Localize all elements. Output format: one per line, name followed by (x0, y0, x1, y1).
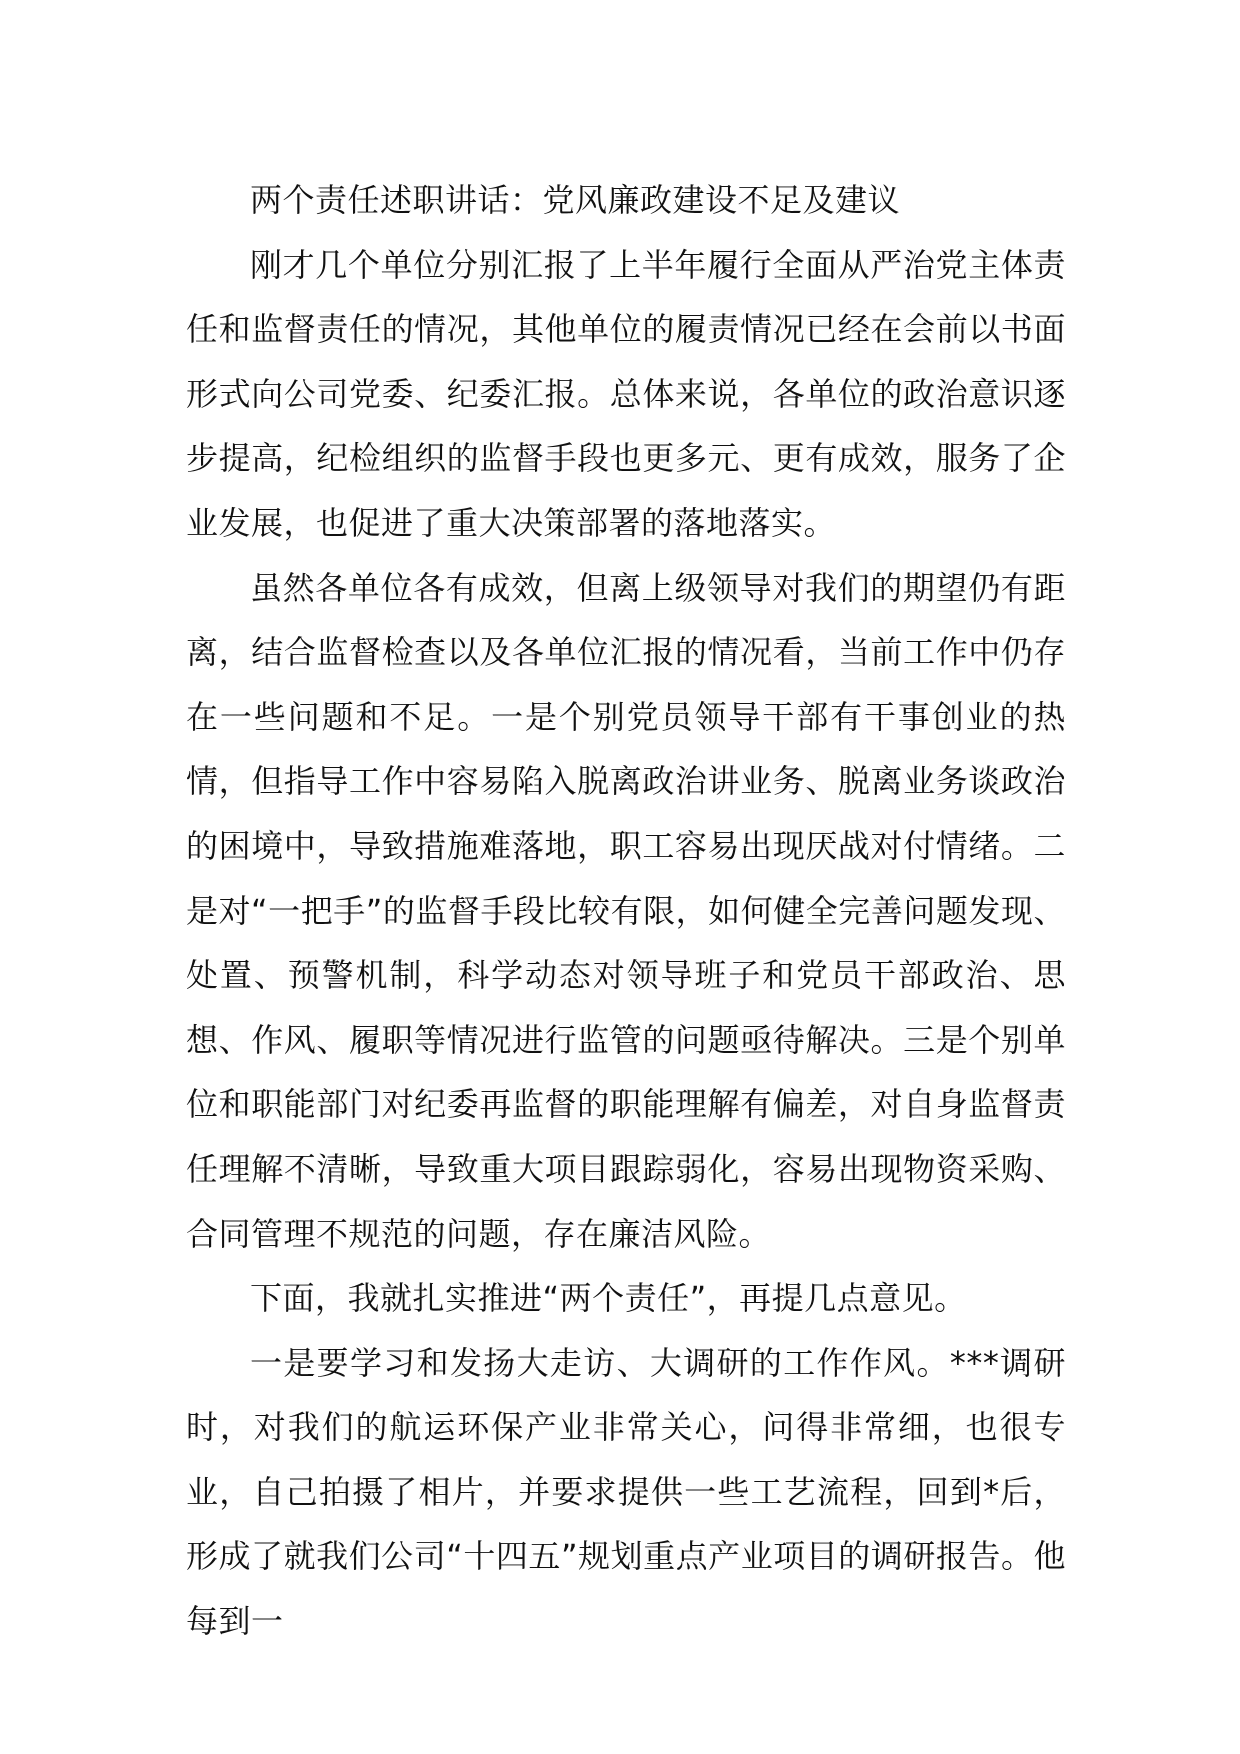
paragraph-opening-remarks: 刚才几个单位分别汇报了上半年履行全面从严治党主体责任和监督责任的情况，其他单位的履责情况已经在会前以书面形式向公司党委、纪委汇报。总体来说，各单位的政治意识逐步提高，纪检组织的监督手段也更多元、更有成效，服务了企业发展，也促进了重大决策部署的落地落实。 (186, 245, 1066, 542)
document-title: 两个责任述职讲话：党风廉政建设不足及建议 (250, 181, 901, 219)
paragraph-transition: 下面，我就扎实推进“两个责任”，再提几点意见。 (250, 1279, 967, 1318)
paragraph-suggestion-one: 一是要学习和发扬大走访、大调研的工作作风。***调研时，对我们的航运环保产业非常关心，问得非常细，也很专业，自己拍摄了相片，并要求提供一些工艺流程，回到*后，形成了就我们公司“十四五”规划重点产业项目的调研报告。他每到一 (186, 1343, 1066, 1641)
document-body (186, 168, 1066, 1654)
paragraph-problems: 虽然各单位各有成效，但离上级领导对我们的期望仍有距离，结合监督检查以及各单位汇报的情况看，当前工作中仍存在一些问题和不足。一是个别党员领导干部有干事创业的热情，但指导工作中容易陷入脱离政治讲业务、脱离业务谈政治的困境中，导致措施难落地，职工容易出现厌战对付情绪。二是对“一把手”的监督手段比较有限，如何健全完善问题发现、处置、预警机制，科学动态对领导班子和党员干部政治、思想、作风、履职等情况进行监管的问题亟待解决。三是个别单位和职能部门对纪委再监督的职能理解有偏差，对自身监督责任理解不清晰，导致重大项目跟踪弱化，容易出现物资采购、合同管理不规范的问题，存在廉洁风险。 (186, 568, 1066, 1253)
